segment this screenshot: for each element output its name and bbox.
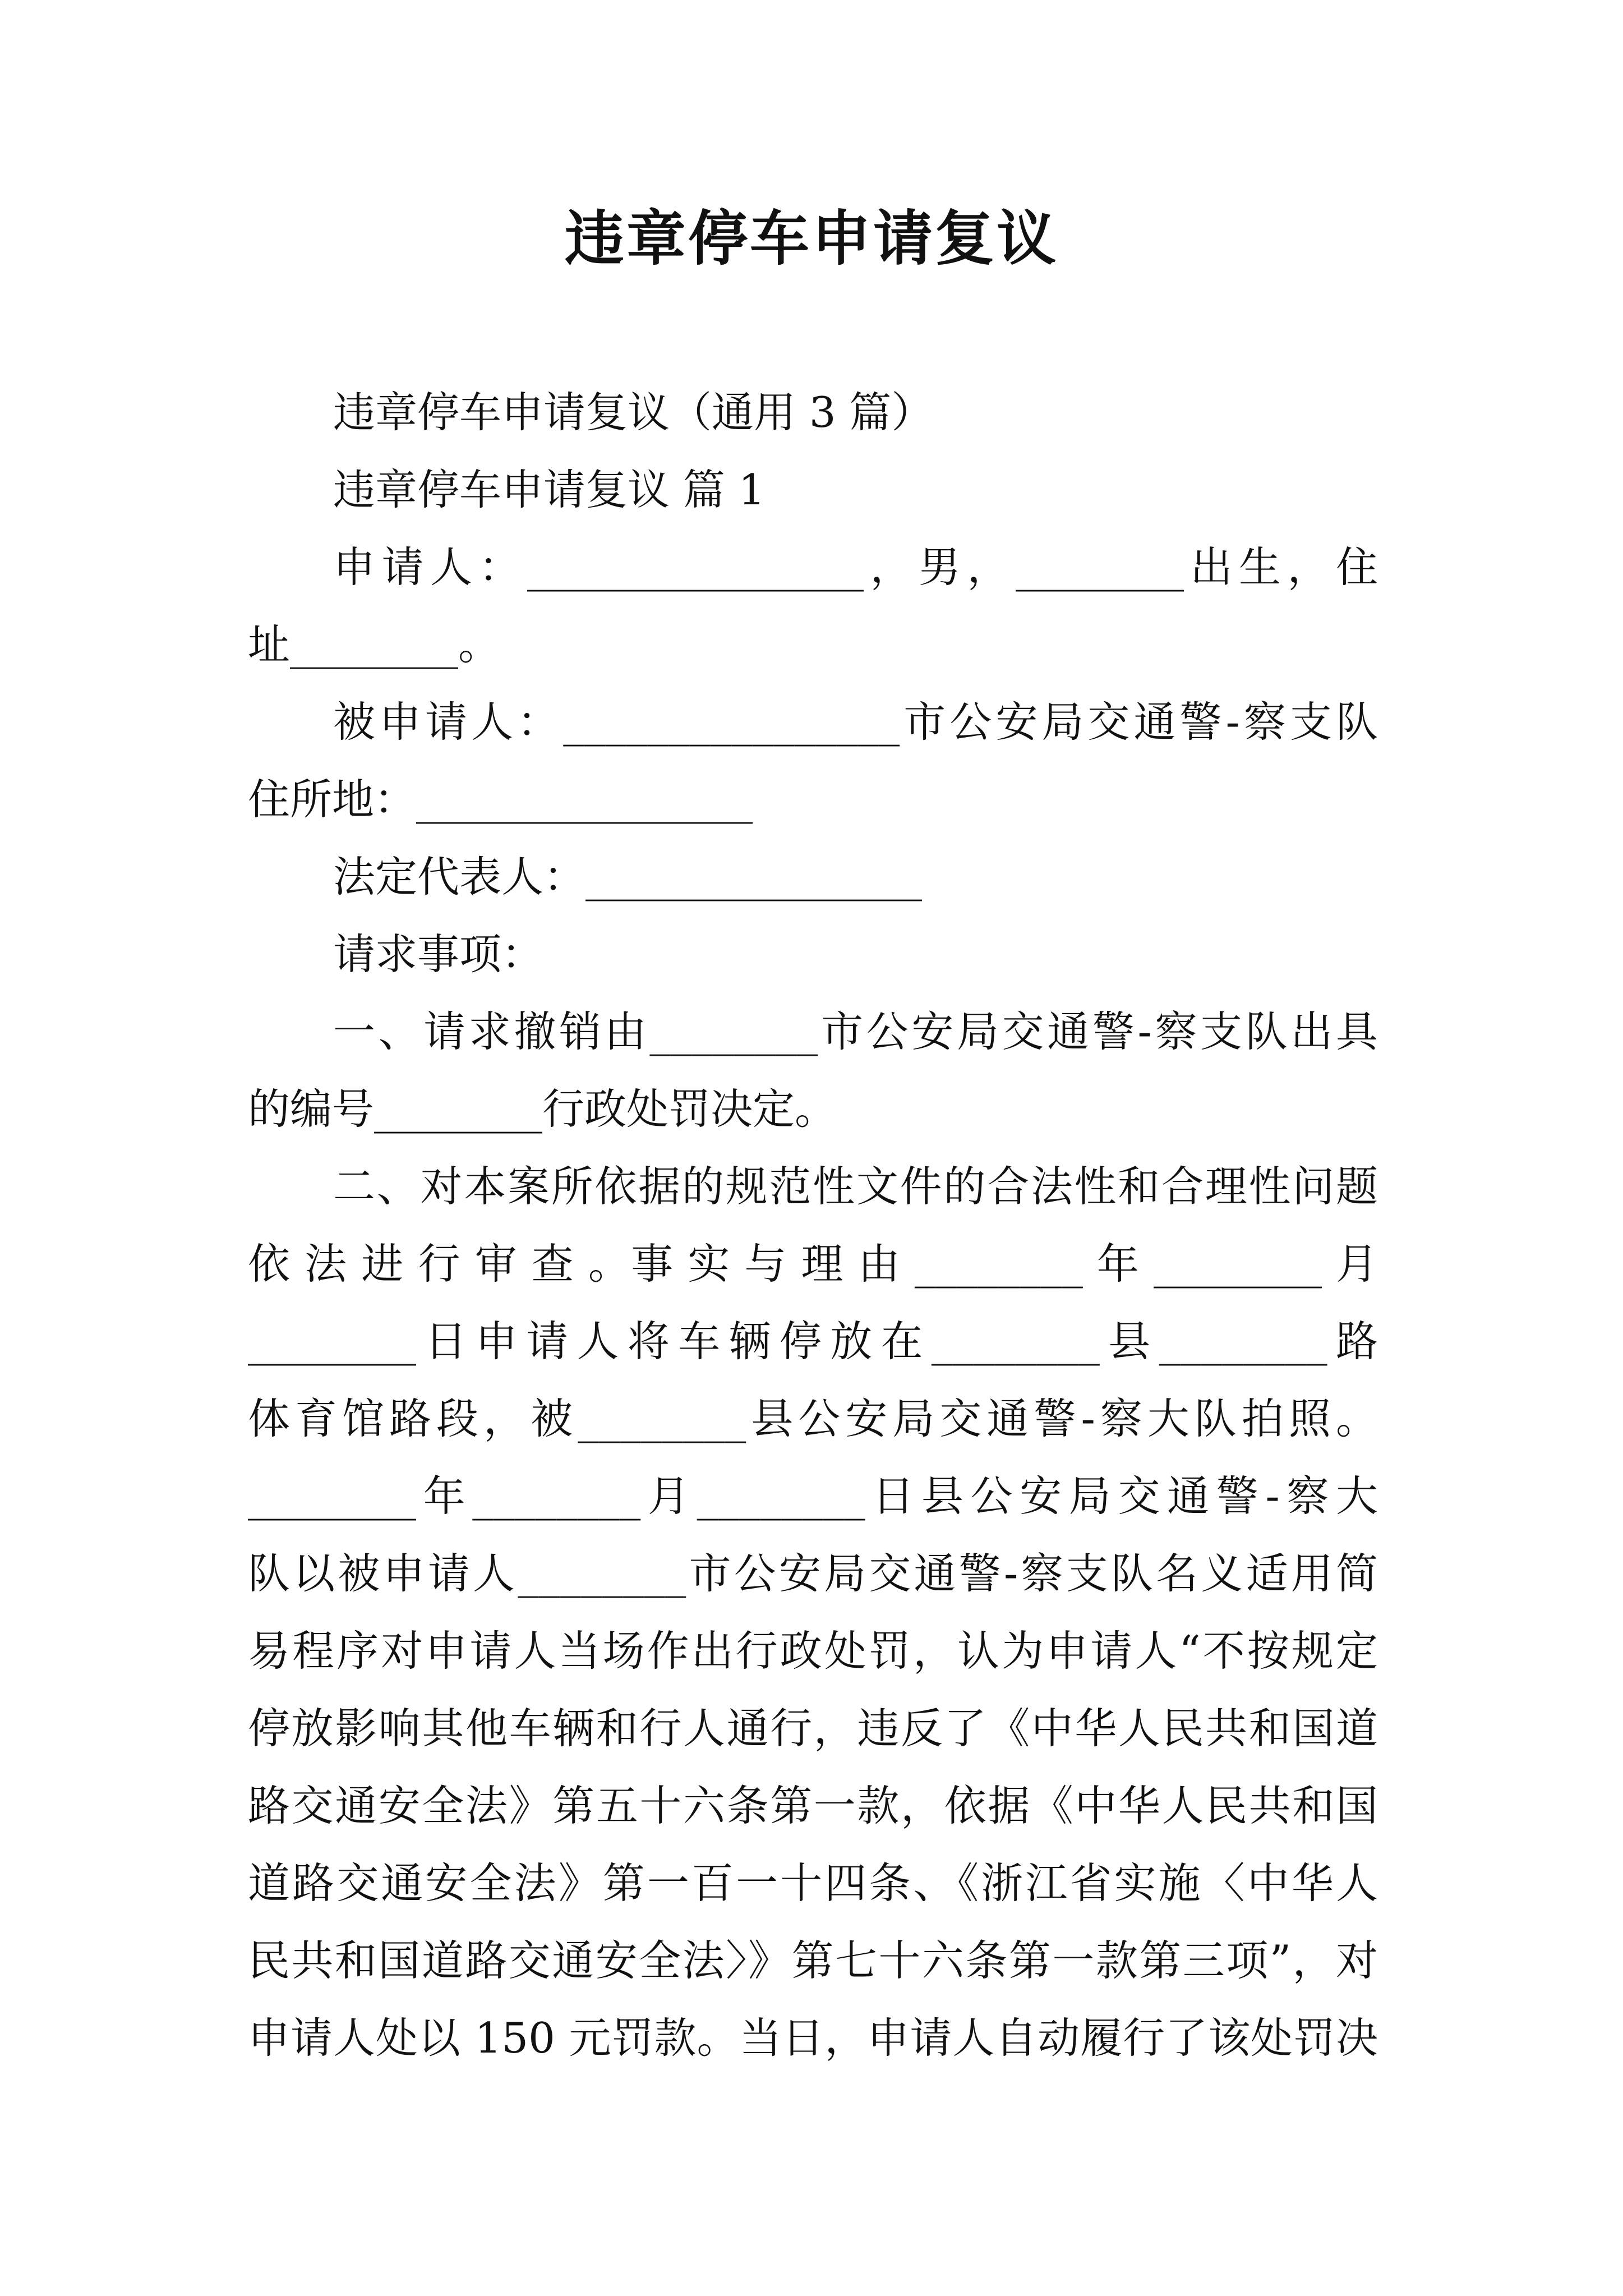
request-item-1: 一、请求撤销由________市公安局交通警-察支队出具 <box>333 1007 1378 1056</box>
body-line: 易程序对申请人当场作出行政处罚，认为申请人“不按规定 <box>248 1626 1378 1676</box>
applicant-line: 申请人：________________，男，________出生，住 <box>333 542 1378 592</box>
body-line: ________日申请人将车辆停放在________县________路 <box>248 1317 1378 1366</box>
body-line: 体育馆路段，被________县公安局交通警-察大队拍照。 <box>248 1394 1378 1443</box>
body-line: 队以被申请人________市公安局交通警-察支队名义适用简 <box>248 1549 1378 1598</box>
legal-rep-line: 法定代表人：________________ <box>333 852 923 901</box>
residence-line: 住所地：________________ <box>248 775 753 824</box>
request-item-1-cont: 的编号________行政处罚决定。 <box>248 1084 837 1134</box>
subtitle-line: 违章停车申请复议（通用 3 篇） <box>333 388 934 437</box>
body-line: 路交通安全法》第五十六条第一款，依据《中华人民共和国 <box>248 1781 1378 1830</box>
body-line: 民共和国道路交通安全法〉》第七十六条第一款第三项”，对 <box>248 1936 1378 1985</box>
body-line: 申请人处以 150 元罚款。当日，申请人自动履行了该处罚决 <box>248 2013 1378 2063</box>
body-line: 依 法 进 行 审 查 。事 实 与 理 由 ________ 年 ________ 月 <box>248 1239 1378 1289</box>
respondent-line: 被申请人：________________市公安局交通警-察支队 <box>333 697 1378 747</box>
document-title: 违章停车申请复议 <box>565 203 1058 273</box>
body-line: ________年________月________日县公安局交通警-察大 <box>248 1471 1378 1521</box>
section-heading: 违章停车申请复议 篇 1 <box>333 465 766 514</box>
request-heading: 请求事项： <box>333 930 544 979</box>
request-item-2: 二、对本案所依据的规范性文件的合法性和合理性问题 <box>333 1162 1378 1211</box>
address-line: 址________。 <box>248 620 501 669</box>
body-line: 停放影响其他车辆和行人通行，违反了《中华人民共和国道 <box>248 1704 1378 1753</box>
body-line: 道路交通安全法》第一百一十四条、《浙江省实施〈中华人 <box>248 1858 1378 1908</box>
